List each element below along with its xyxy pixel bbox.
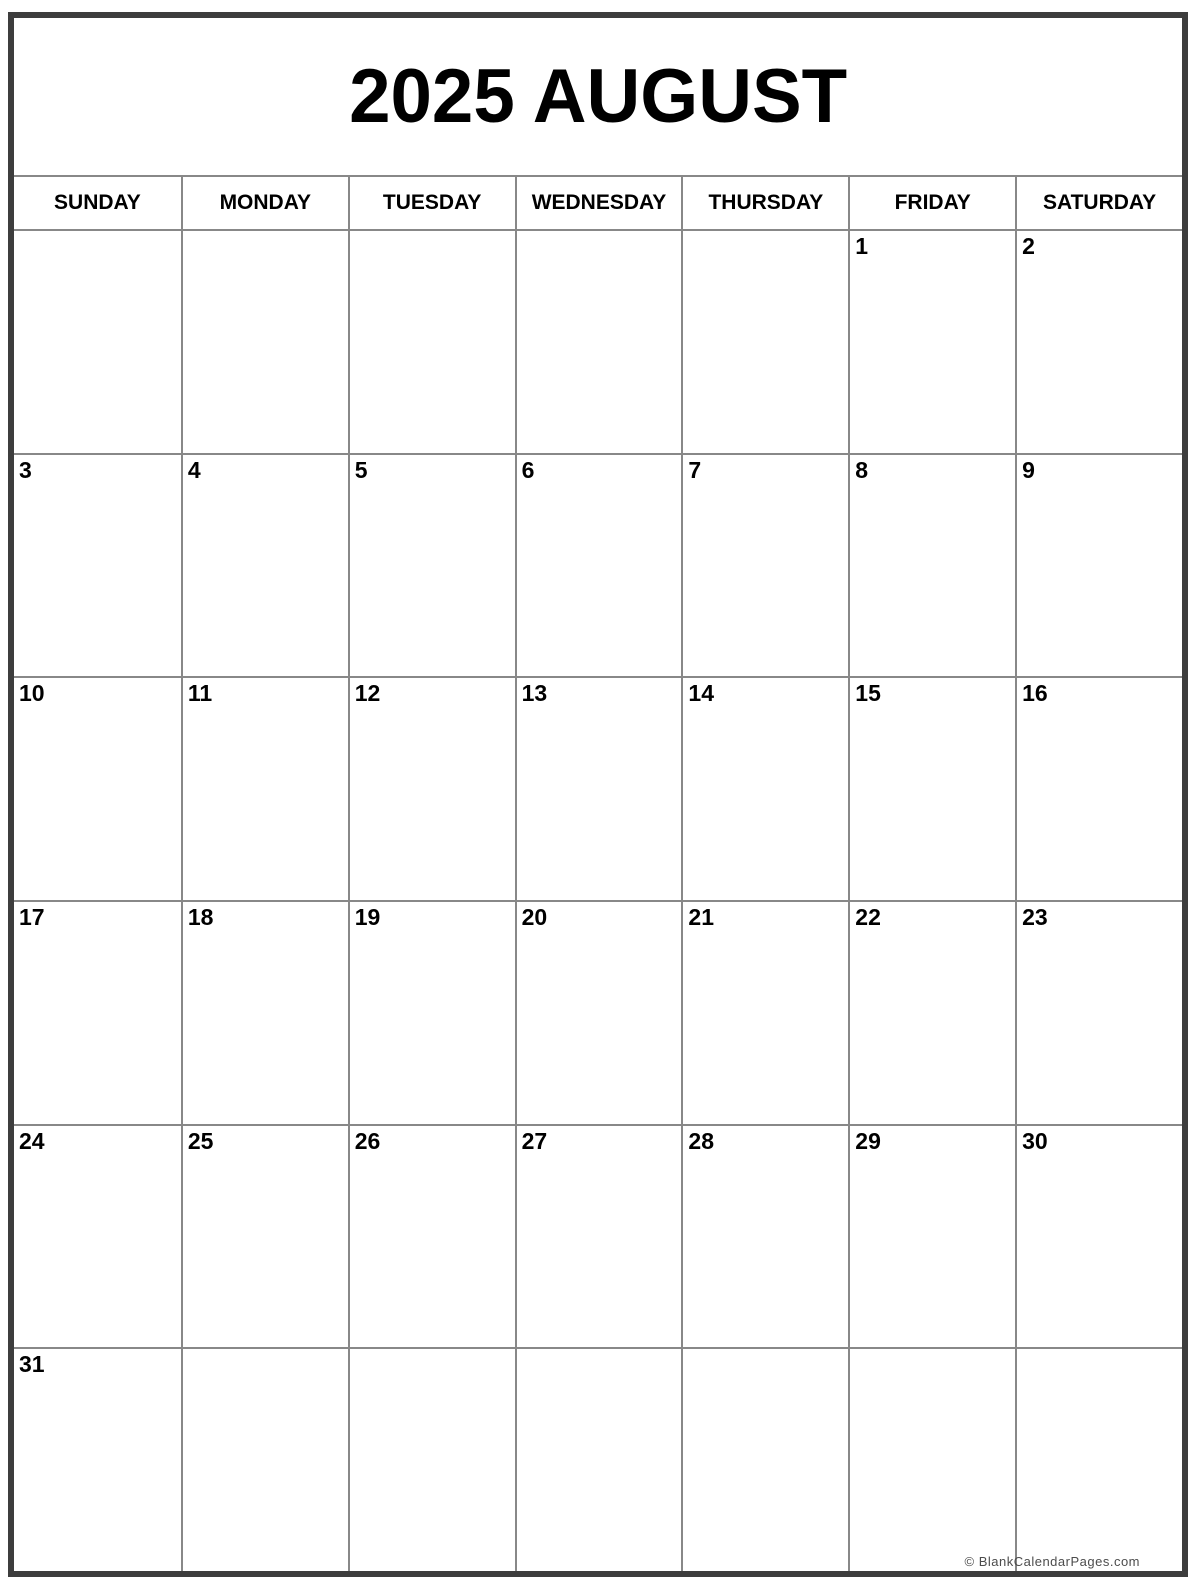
day-cell-empty — [848, 1347, 1015, 1571]
day-cell-23: 23 — [1015, 900, 1182, 1124]
day-cell-8: 8 — [848, 453, 1015, 677]
day-cell-15: 15 — [848, 676, 1015, 900]
day-cell-19: 19 — [348, 900, 515, 1124]
day-cell-empty — [1015, 1347, 1182, 1571]
weekday-header-sunday: SUNDAY — [14, 175, 181, 229]
weekday-header-tuesday: TUESDAY — [348, 175, 515, 229]
day-cell-empty — [181, 229, 348, 453]
day-cell-20: 20 — [515, 900, 682, 1124]
watermark-credit: © BlankCalendarPages.com — [964, 1554, 1140, 1569]
day-cell-empty — [515, 229, 682, 453]
weekday-header-monday: MONDAY — [181, 175, 348, 229]
day-cell-24: 24 — [14, 1124, 181, 1348]
day-cell-17: 17 — [14, 900, 181, 1124]
day-cell-30: 30 — [1015, 1124, 1182, 1348]
day-cell-27: 27 — [515, 1124, 682, 1348]
day-cell-31: 31 — [14, 1347, 181, 1571]
day-cell-6: 6 — [515, 453, 682, 677]
day-cell-21: 21 — [681, 900, 848, 1124]
day-cell-12: 12 — [348, 676, 515, 900]
calendar-grid — [14, 175, 1182, 1571]
weekday-header-wednesday: WEDNESDAY — [515, 175, 682, 229]
day-cell-16: 16 — [1015, 676, 1182, 900]
weekday-header-saturday: SATURDAY — [1015, 175, 1182, 229]
day-cell-empty — [181, 1347, 348, 1571]
month-year-title: 2025 AUGUST — [348, 54, 848, 139]
day-cell-22: 22 — [848, 900, 1015, 1124]
day-cell-29: 29 — [848, 1124, 1015, 1348]
day-cell-empty — [515, 1347, 682, 1571]
day-cell-1: 1 — [848, 229, 1015, 453]
day-cell-empty — [14, 229, 181, 453]
title-band — [14, 18, 1182, 175]
weekday-header-thursday: THURSDAY — [681, 175, 848, 229]
calendar-page — [8, 12, 1188, 1577]
day-cell-18: 18 — [181, 900, 348, 1124]
day-cell-2: 2 — [1015, 229, 1182, 453]
day-cell-9: 9 — [1015, 453, 1182, 677]
day-cell-5: 5 — [348, 453, 515, 677]
day-cell-4: 4 — [181, 453, 348, 677]
day-cell-empty — [681, 229, 848, 453]
day-cell-empty — [681, 1347, 848, 1571]
day-cell-25: 25 — [181, 1124, 348, 1348]
day-cell-11: 11 — [181, 676, 348, 900]
day-cell-14: 14 — [681, 676, 848, 900]
weekday-header-friday: FRIDAY — [848, 175, 1015, 229]
day-cell-26: 26 — [348, 1124, 515, 1348]
day-cell-empty — [348, 1347, 515, 1571]
day-cell-7: 7 — [681, 453, 848, 677]
day-cell-3: 3 — [14, 453, 181, 677]
day-cell-empty — [348, 229, 515, 453]
day-cell-10: 10 — [14, 676, 181, 900]
day-cell-28: 28 — [681, 1124, 848, 1348]
day-cell-13: 13 — [515, 676, 682, 900]
